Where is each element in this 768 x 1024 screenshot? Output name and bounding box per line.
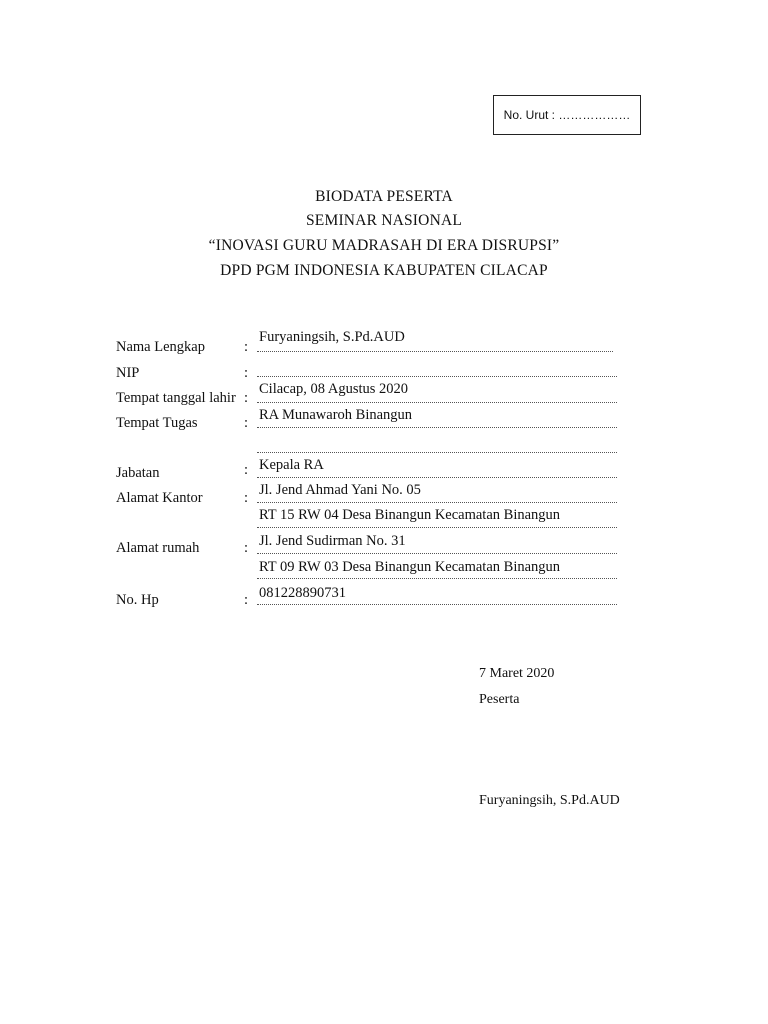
signature-role: Peserta <box>479 692 520 707</box>
kantor-dotted-line-2 <box>257 527 617 528</box>
registration-number-box <box>493 95 641 135</box>
tugas-extra-dotted-line <box>257 452 617 453</box>
kantor-label: Alamat Kantor <box>116 490 203 506</box>
tugas-value: RA Munawaroh Binangun <box>259 407 413 423</box>
rumah-dotted-line-1 <box>257 553 617 554</box>
nama-colon: : <box>244 339 249 355</box>
title-biodata: BIODATA PESERTA <box>315 188 453 205</box>
rumah-colon: : <box>244 540 249 556</box>
rumah-value-line1: Jl. Jend Sudirman No. 31 <box>259 533 406 549</box>
hp-value: 081228890731 <box>259 585 346 601</box>
nip-dotted-line <box>257 376 617 377</box>
nip-label: NIP <box>116 365 140 381</box>
tugas-label: Tempat Tugas <box>116 415 198 431</box>
nip-colon: : <box>244 365 249 381</box>
title-seminar: SEMINAR NASIONAL <box>305 212 463 229</box>
registration-number-label: No. Urut : ……………… <box>503 108 631 122</box>
tugas-dotted-line <box>257 427 617 428</box>
jabatan-colon: : <box>244 462 249 478</box>
hp-colon: : <box>244 592 249 608</box>
jabatan-dotted-line <box>257 477 617 478</box>
tugas-colon: : <box>244 415 249 431</box>
ttl-value: Cilacap, 08 Agustus 2020 <box>259 381 409 397</box>
kantor-dotted-line-1 <box>257 502 617 503</box>
hp-dotted-line <box>257 604 617 605</box>
kantor-value-line1: Jl. Jend Ahmad Yani No. 05 <box>259 482 421 498</box>
rumah-dotted-line-2 <box>257 578 617 579</box>
jabatan-value: Kepala RA <box>259 457 324 473</box>
jabatan-label: Jabatan <box>116 465 160 481</box>
kantor-colon: : <box>244 490 249 506</box>
ttl-dotted-line <box>257 402 617 403</box>
signature-date: 7 Maret 2020 <box>479 666 555 681</box>
nama-dotted-line <box>257 351 613 352</box>
nama-value: Furyaningsih, S.Pd.AUD <box>259 329 405 345</box>
signature-name: Furyaningsih, S.Pd.AUD <box>479 793 620 808</box>
rumah-value-line2: RT 09 RW 03 Desa Binangun Kecamatan Binangun <box>259 559 561 575</box>
nama-label: Nama Lengkap <box>116 339 205 355</box>
ttl-label: Tempat tanggal lahir <box>116 390 236 406</box>
title-theme: “INOVASI GURU MADRASAH DI ERA DISRUPSI” <box>208 237 560 254</box>
rumah-label: Alamat rumah <box>116 540 200 556</box>
kantor-value-line2: RT 15 RW 04 Desa Binangun Kecamatan Binangun <box>259 507 561 523</box>
ttl-colon: : <box>244 390 249 406</box>
title-organizer: DPD PGM INDONESIA KABUPATEN CILACAP <box>220 262 548 279</box>
hp-label: No. Hp <box>116 592 159 608</box>
